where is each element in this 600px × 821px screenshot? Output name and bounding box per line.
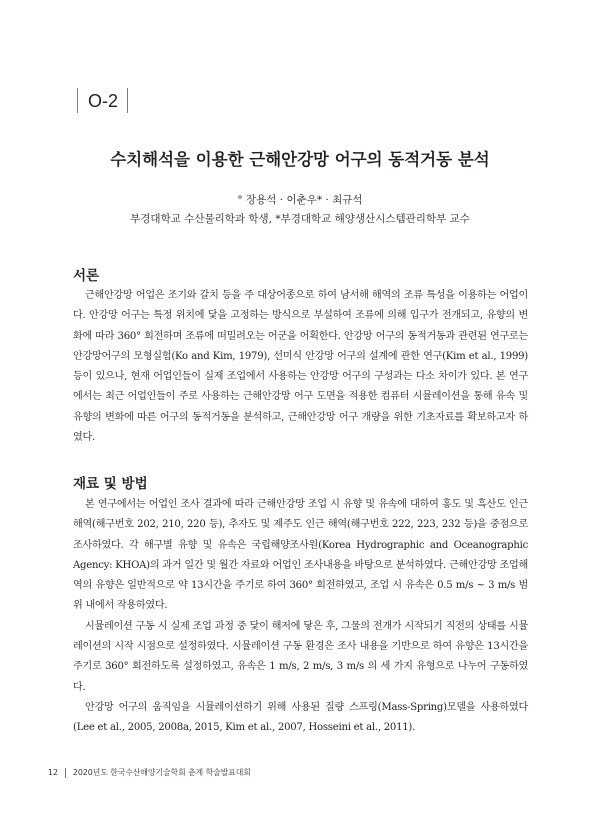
page-footer — [48, 767, 251, 778]
section-body-introduction — [73, 286, 528, 448]
paper-title: 수치해석을 이용한 근해안강망 어구의 동적거동 분석 — [110, 150, 490, 169]
page-number: 12 — [48, 768, 58, 777]
conference-name: 2020년도 한국수산해양기술학회 춘계 학술발표대회 — [72, 768, 251, 777]
paragraph: 시뮬레이션 구동 시 실제 조업 과정 중 닻이 해저에 닿은 후, 그물의 전개가 시작되기 직전의 상태를 시뮬레이션의 시작 시점으로 설정하였다. 시뮬레이션 구동 환경은 조사 내용을 기반으로 하여 유향은 13시간을 주기로 360° 회전하도록 설정하였고, 유속은 1 m/s, 2 m/s, 3 m/s 의 세 가지 유형으로 나누어 구동하였다. — [73, 620, 528, 693]
section-heading-introduction: 서론 — [73, 268, 100, 284]
paragraph: 근해안강망 어업은 조기와 갈치 등을 주 대상어종으로 하여 남서해 해역의 조류 특성을 이용하는 어업이다. 안강망 어구는 특정 위치에 닻을 고정하는 방식으로 부설하여 조류에 의해 입구가 전개되고, 유향의 변화에 따라 360° 회전하며 조류에 떠밀려오는 어군을 어획한다. 안강망 어구의 동적거동과 관련된 연구로는 안강망어구의 모형실험(Ko and Kim, 1979), 선미식 안강망 어구의 설계에 관한 연구(Kim et al., 1999) 등이 있으나, 현재 어업인들이 실제 조업에서 사용하는 안강망 어구의 구성과는 다소 차이가 있다. 본 연구에서는 최근 어업인들이 주로 사용하는 근해안강망 어구 도면을 적용한 컴퓨터 시뮬레이션을 통해 유속 및 유향의 변화에 따른 어구의 동적거동을 분석하고, 근해안강망 어구 개량을 위한 기초자료를 확보하고자 하였다. — [73, 290, 528, 444]
paragraph: 안강망 어구의 움직임을 시뮬레이션하기 위해 사용된 질량 스프링(Mass-Spring)모델을 사용하였다(Lee et al., 2005, 2008a, 2015, Kim et al., 2007, Hosseini et al., 2011). — [73, 701, 528, 734]
footer-divider — [65, 768, 66, 778]
section-heading-methods: 재료 및 방법 — [73, 476, 148, 492]
session-code-label: O-2 — [77, 88, 128, 113]
paragraph: 본 연구에서는 어업인 조사 결과에 따라 근해안강망 조업 시 유향 및 유속에 대하여 홍도 및 흑산도 인근 해역(해구번호 202, 210, 220 등), 추자도 및 제주도 인근 해역(해구번호 222, 223, 232 등)을 중점으로 조사하였다. 각 해구별 유향 및 유속은 국립해양조사원(Korea Hydrographic and Oceanographic Agency: KHOA)의 과거 일간 및 월간 자료와 어업인 조사내용을 바탕으로 분석하였다. 근해안강망 조업해역의 유향은 일반적으로 약 13시간을 주기로 하여 360° 회전하였고, 조업 시 유속은 0.5 m/s ~ 3 m/s 범위 내에서 작용하였다. — [73, 499, 528, 612]
author-list: ° 장용석 · 이춘우* · 최규석 — [237, 194, 363, 206]
section-body-methods — [73, 495, 528, 739]
author-affiliation: 부경대학교 수산물리학과 학생, *부경대학교 해양생산시스템관리학부 교수 — [130, 213, 470, 225]
